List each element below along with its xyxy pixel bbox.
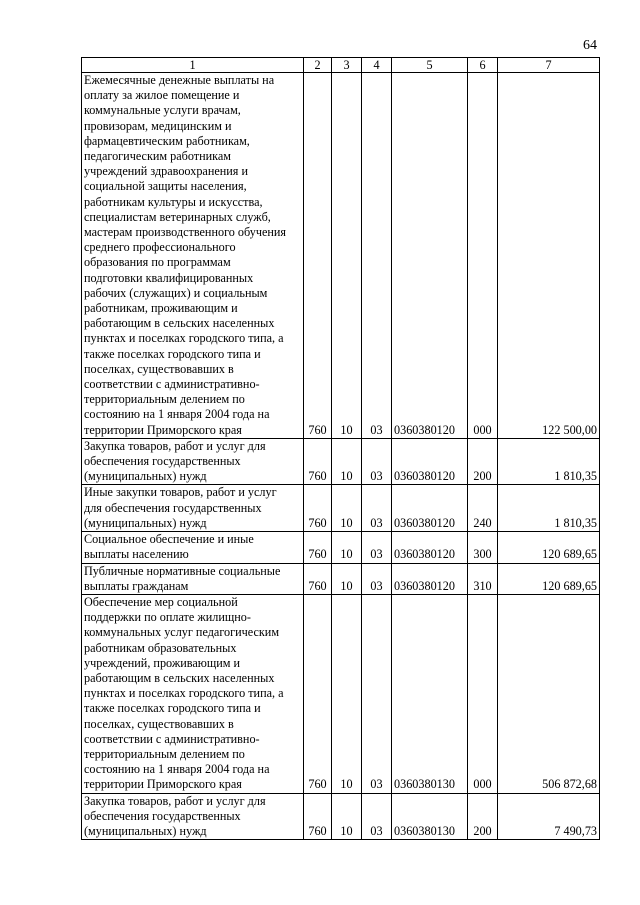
column-header: 3 bbox=[332, 58, 362, 73]
cell-code-4: 03 bbox=[362, 438, 392, 485]
cell-amount: 506 872,68 bbox=[498, 594, 600, 793]
cell-amount: 122 500,00 bbox=[498, 73, 600, 439]
cell-code-5: 0360380120 bbox=[392, 73, 468, 439]
cell-code-6: 300 bbox=[468, 532, 498, 563]
row-description: Иные закупки товаров, работ и услуг для обеспечения государственных (муниципальных) нужд bbox=[82, 485, 304, 532]
table-row bbox=[82, 73, 600, 439]
cell-code-5: 0360380120 bbox=[392, 485, 468, 532]
table-row bbox=[82, 438, 600, 485]
cell-code-5: 0360380130 bbox=[392, 793, 468, 840]
row-description: Публичные нормативные социальные выплаты гражданам bbox=[82, 563, 304, 594]
column-header: 4 bbox=[362, 58, 392, 73]
cell-code-5: 0360380120 bbox=[392, 563, 468, 594]
budget-table bbox=[81, 57, 600, 840]
table-row bbox=[82, 594, 600, 793]
cell-code-2: 760 bbox=[304, 73, 332, 439]
cell-code-3: 10 bbox=[332, 532, 362, 563]
row-description: Обеспечение мер социальной поддержки по оплате жилищно- коммунальных услуг педагогическим работникам образовательных учреждений, проживающим и работающим в сельских населенных пунктах и поселках городского типа, а также поселках городского типа и поселках, существовавших в соответствии с административно- территориальным делением по состоянию на 1 января 2004 года на территории Приморского края bbox=[82, 594, 304, 793]
cell-code-4: 03 bbox=[362, 485, 392, 532]
table-row bbox=[82, 485, 600, 532]
cell-code-3: 10 bbox=[332, 563, 362, 594]
column-header: 1 bbox=[82, 58, 304, 73]
cell-code-6: 000 bbox=[468, 594, 498, 793]
page-number: 64 bbox=[583, 38, 597, 53]
cell-code-6: 240 bbox=[468, 485, 498, 532]
cell-code-6: 200 bbox=[468, 793, 498, 840]
cell-code-4: 03 bbox=[362, 793, 392, 840]
cell-code-3: 10 bbox=[332, 594, 362, 793]
cell-code-2: 760 bbox=[304, 532, 332, 563]
cell-code-5: 0360380130 bbox=[392, 594, 468, 793]
table-header-row bbox=[82, 58, 600, 73]
cell-code-3: 10 bbox=[332, 793, 362, 840]
cell-amount: 7 490,73 bbox=[498, 793, 600, 840]
column-header: 7 bbox=[498, 58, 600, 73]
cell-code-2: 760 bbox=[304, 485, 332, 532]
column-header: 5 bbox=[392, 58, 468, 73]
cell-code-6: 000 bbox=[468, 73, 498, 439]
row-description: Социальное обеспечение и иные выплаты населению bbox=[82, 532, 304, 563]
cell-code-3: 10 bbox=[332, 73, 362, 439]
row-description: Закупка товаров, работ и услуг для обеспечения государственных (муниципальных) нужд bbox=[82, 438, 304, 485]
cell-code-2: 760 bbox=[304, 438, 332, 485]
cell-code-5: 0360380120 bbox=[392, 438, 468, 485]
table-row bbox=[82, 563, 600, 594]
row-description: Ежемесячные денежные выплаты на оплату за жилое помещение и коммунальные услуги врачам, провизорам, медицинским и фармацевтическим работникам, педагогическим работникам учреждений здравоохранения и социальной защиты населения, работникам культуры и искусства, специалистам ветеринарных служб, мастерам производственного обучения среднего профессионального образования по программам подготовки квалифицированных рабочих (служащих) и социальным работникам, проживающим и работающим в сельских населенных пунктах и поселках городского типа, а также поселках городского типа и поселках, существовавших в соответствии с административно- территориальным делением по состоянию на 1 января 2004 года на территории Приморского края bbox=[82, 73, 304, 439]
cell-code-4: 03 bbox=[362, 594, 392, 793]
table-row bbox=[82, 793, 600, 840]
cell-code-3: 10 bbox=[332, 485, 362, 532]
cell-code-4: 03 bbox=[362, 73, 392, 439]
cell-code-6: 310 bbox=[468, 563, 498, 594]
cell-code-5: 0360380120 bbox=[392, 532, 468, 563]
table-row bbox=[82, 532, 600, 563]
column-header: 2 bbox=[304, 58, 332, 73]
cell-code-2: 760 bbox=[304, 793, 332, 840]
row-description: Закупка товаров, работ и услуг для обеспечения государственных (муниципальных) нужд bbox=[82, 793, 304, 840]
cell-code-4: 03 bbox=[362, 563, 392, 594]
cell-code-3: 10 bbox=[332, 438, 362, 485]
cell-amount: 1 810,35 bbox=[498, 485, 600, 532]
cell-amount: 120 689,65 bbox=[498, 532, 600, 563]
cell-code-6: 200 bbox=[468, 438, 498, 485]
cell-amount: 120 689,65 bbox=[498, 563, 600, 594]
cell-amount: 1 810,35 bbox=[498, 438, 600, 485]
cell-code-4: 03 bbox=[362, 532, 392, 563]
cell-code-2: 760 bbox=[304, 563, 332, 594]
cell-code-2: 760 bbox=[304, 594, 332, 793]
column-header: 6 bbox=[468, 58, 498, 73]
